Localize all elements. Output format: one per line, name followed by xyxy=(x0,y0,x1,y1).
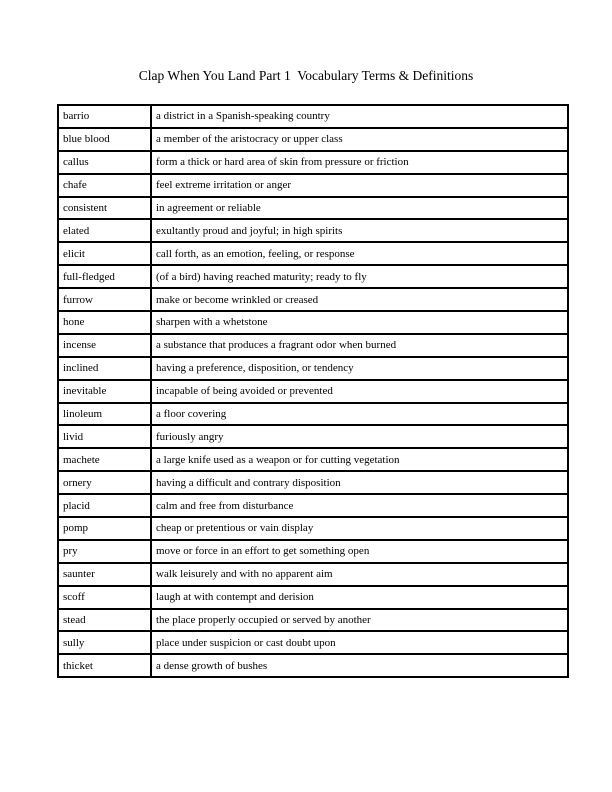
table-row xyxy=(58,654,568,677)
term-cell: consistent xyxy=(58,197,151,220)
term-cell: furrow xyxy=(58,288,151,311)
page-title: Clap When You Land Part 1 Vocabulary Terms & Definitions xyxy=(138,68,474,83)
definition-cell: incapable of being avoided or prevented xyxy=(151,380,568,403)
term-cell: hone xyxy=(58,311,151,334)
table-row xyxy=(58,448,568,471)
table-row xyxy=(58,334,568,357)
table-row xyxy=(58,471,568,494)
term-cell: chafe xyxy=(58,174,151,197)
term-cell: barrio xyxy=(58,105,151,128)
definition-cell: a district in a Spanish-speaking country xyxy=(151,105,568,128)
definition-cell: form a thick or hard area of skin from pressure or friction xyxy=(151,151,568,174)
term-cell: pomp xyxy=(58,517,151,540)
table-row xyxy=(58,586,568,609)
term-cell: machete xyxy=(58,448,151,471)
table-row xyxy=(58,174,568,197)
table-row xyxy=(58,380,568,403)
term-cell: elicit xyxy=(58,242,151,265)
table-row xyxy=(58,288,568,311)
definition-cell: feel extreme irritation or anger xyxy=(151,174,568,197)
table-row xyxy=(58,151,568,174)
definition-cell: in agreement or reliable xyxy=(151,197,568,220)
definition-cell: a substance that produces a fragrant odor when burned xyxy=(151,334,568,357)
definition-cell: cheap or pretentious or vain display xyxy=(151,517,568,540)
definition-cell: the place properly occupied or served by another xyxy=(151,609,568,632)
term-cell: saunter xyxy=(58,563,151,586)
definition-cell: sharpen with a whetstone xyxy=(151,311,568,334)
table-row xyxy=(58,494,568,517)
definition-cell: walk leisurely and with no apparent aim xyxy=(151,563,568,586)
term-cell: full-fledged xyxy=(58,265,151,288)
vocabulary-table-body xyxy=(58,105,568,677)
table-row xyxy=(58,425,568,448)
definition-cell: a large knife used as a weapon or for cutting vegetation xyxy=(151,448,568,471)
term-cell: callus xyxy=(58,151,151,174)
definition-cell: furiously angry xyxy=(151,425,568,448)
definition-cell: a member of the aristocracy or upper class xyxy=(151,128,568,151)
table-row xyxy=(58,265,568,288)
definition-cell: place under suspicion or cast doubt upon xyxy=(151,631,568,654)
definition-cell: make or become wrinkled or creased xyxy=(151,288,568,311)
definition-cell: calm and free from disturbance xyxy=(151,494,568,517)
table-row xyxy=(58,403,568,426)
term-cell: scoff xyxy=(58,586,151,609)
term-cell: elated xyxy=(58,219,151,242)
definition-cell: a dense growth of bushes xyxy=(151,654,568,677)
table-row xyxy=(58,631,568,654)
term-cell: inevitable xyxy=(58,380,151,403)
table-row xyxy=(58,197,568,220)
term-cell: blue blood xyxy=(58,128,151,151)
table-row xyxy=(58,128,568,151)
table-row xyxy=(58,540,568,563)
term-cell: thicket xyxy=(58,654,151,677)
vocabulary-table xyxy=(57,104,569,678)
definition-cell: exultantly proud and joyful; in high spirits xyxy=(151,219,568,242)
table-row xyxy=(58,219,568,242)
definition-cell: call forth, as an emotion, feeling, or response xyxy=(151,242,568,265)
definition-cell: laugh at with contempt and derision xyxy=(151,586,568,609)
table-row xyxy=(58,242,568,265)
term-cell: stead xyxy=(58,609,151,632)
term-cell: placid xyxy=(58,494,151,517)
term-cell: livid xyxy=(58,425,151,448)
table-row xyxy=(58,311,568,334)
definition-cell: a floor covering xyxy=(151,403,568,426)
table-row xyxy=(58,563,568,586)
table-row xyxy=(58,609,568,632)
table-row xyxy=(58,105,568,128)
table-row xyxy=(58,517,568,540)
definition-cell: having a preference, disposition, or tendency xyxy=(151,357,568,380)
term-cell: incense xyxy=(58,334,151,357)
term-cell: sully xyxy=(58,631,151,654)
term-cell: pry xyxy=(58,540,151,563)
table-row xyxy=(58,357,568,380)
definition-cell: (of a bird) having reached maturity; ready to fly xyxy=(151,265,568,288)
definition-cell: having a difficult and contrary disposition xyxy=(151,471,568,494)
term-cell: linoleum xyxy=(58,403,151,426)
term-cell: inclined xyxy=(58,357,151,380)
term-cell: ornery xyxy=(58,471,151,494)
definition-cell: move or force in an effort to get something open xyxy=(151,540,568,563)
